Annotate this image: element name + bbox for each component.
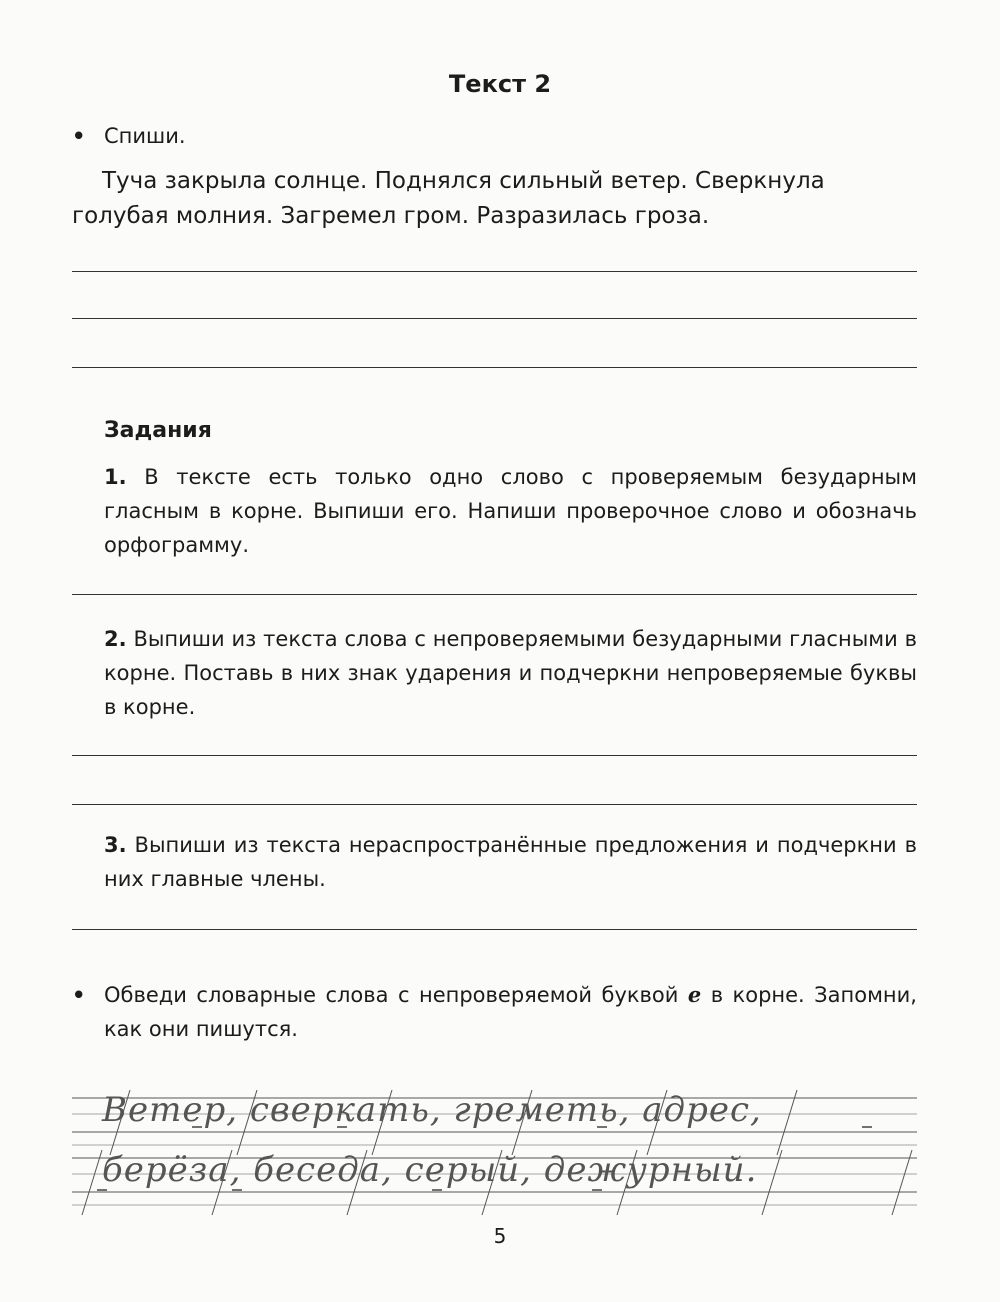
- writing-line[interactable]: [72, 594, 917, 595]
- writing-line[interactable]: [72, 271, 917, 272]
- task-text: Выпиши из текста слова с непроверяемыми безударными гласными в корне. Поставь в них знак ударения и подчеркни непроверяемые буквы в корне.: [104, 627, 917, 719]
- writing-line[interactable]: [72, 755, 917, 756]
- page-title: Текст 2: [448, 70, 552, 98]
- final-task-letter: е: [687, 982, 702, 1007]
- copy-instruction: [72, 124, 186, 148]
- page-number: 5: [493, 1224, 507, 1248]
- writing-line[interactable]: [72, 367, 917, 368]
- writing-line[interactable]: [72, 929, 917, 930]
- writing-line[interactable]: [72, 318, 917, 319]
- task-1: [104, 460, 917, 562]
- task-3: [104, 828, 917, 896]
- task-text: В тексте есть только одно слово с проверяемым безударным гласным в корне. Выпиши его. Напиши проверочное слово и обозначь орфограмму.: [104, 465, 917, 557]
- bullet-icon: •: [72, 124, 86, 148]
- copy-instruction-text: Спиши.: [104, 124, 186, 148]
- task-number: 1.: [104, 465, 127, 489]
- final-task-text-before: Обведи словарные слова с непроверяемой буквой: [104, 983, 688, 1007]
- task-2: [104, 622, 917, 724]
- passage: [72, 164, 917, 234]
- passage-text: Туча закрыла солнце. Поднялся сильный ветер. Сверкнула голубая молния. Загремел гром. Разразилась гроза.: [72, 168, 825, 229]
- writing-line[interactable]: [72, 804, 917, 805]
- handwriting-row-2[interactable]: [72, 1150, 917, 1210]
- handwriting-text: берёза, беседа, серый, дежурный.: [102, 1150, 758, 1190]
- tasks-heading: Задания: [104, 418, 212, 443]
- bullet-icon: •: [72, 983, 86, 1007]
- task-text: Выпиши из текста нераспространённые предложения и подчеркни в них главные члены.: [104, 833, 917, 891]
- handwriting-row-1[interactable]: [72, 1090, 917, 1150]
- final-task: [72, 978, 917, 1046]
- final-task-text-after: в корне. Запомни, как они пишутся.: [104, 983, 917, 1041]
- task-number: 2.: [104, 627, 127, 651]
- task-number: 3.: [104, 833, 127, 857]
- handwriting-text: Ветер, сверкать, греметь, адрес,: [102, 1090, 762, 1130]
